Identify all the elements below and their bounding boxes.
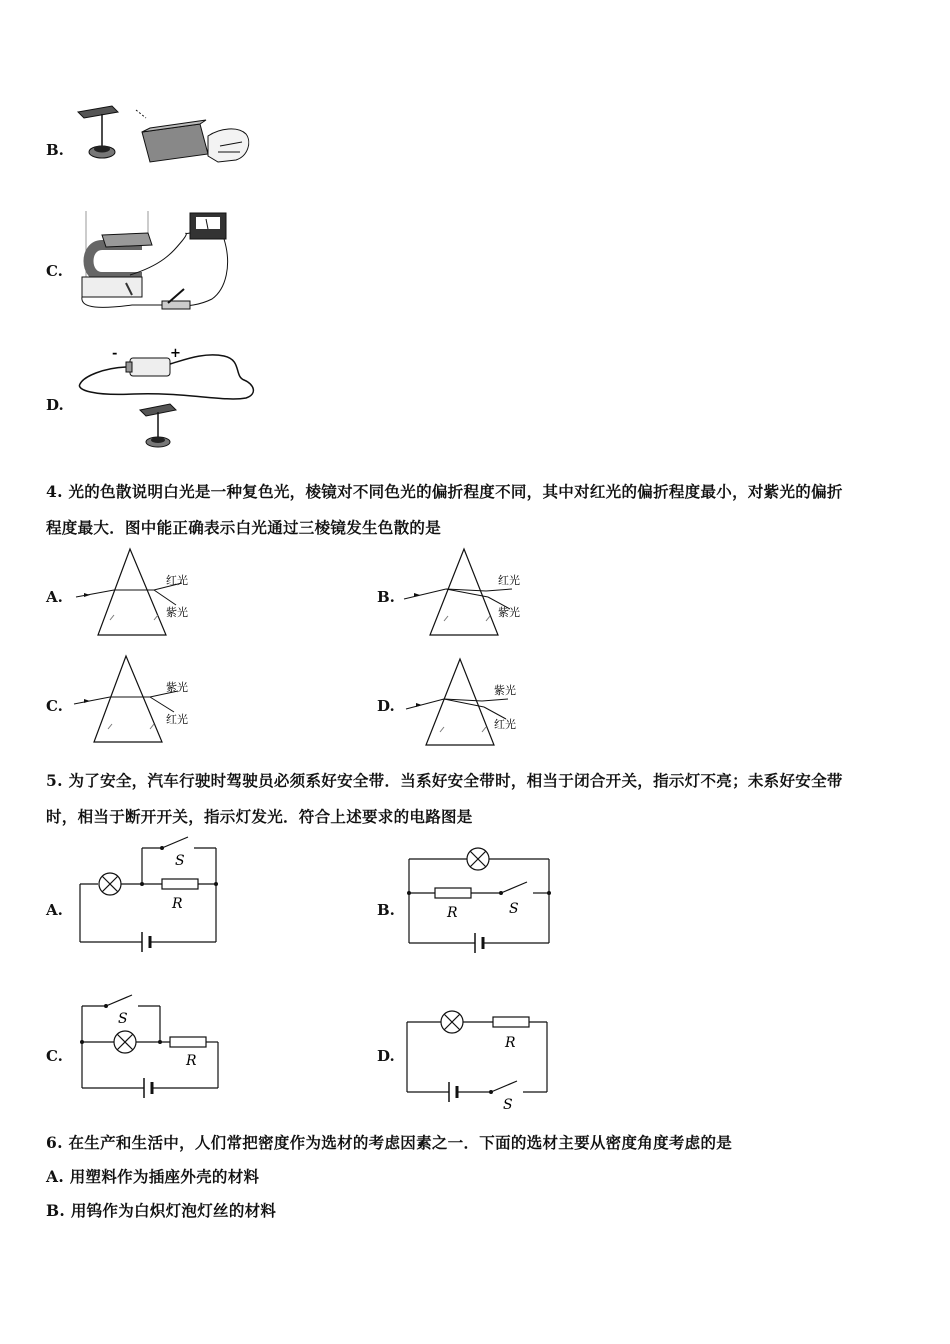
resistor-label: R [172,896,183,912]
resistor-label: R [447,905,458,921]
ray-label-top: 紫光 [494,684,516,697]
switch-icon [162,301,190,309]
question-5-line-1: 5. 为了安全，汽车行驶时驾驶员必须系好安全带．当系好安全带时，相当于闭合开关，指示灯不亮；未系好安全带 [46,771,843,790]
prism-diagram-c [70,652,210,747]
option-letter-q4-b: B. [377,588,395,606]
prism-diagram-a [70,545,210,640]
horseshoe-magnet-icon [89,245,143,277]
resistor-icon [170,1037,206,1047]
option-letter-q5-d: D. [377,1047,395,1065]
option-letter-q5-b: B. [377,901,395,919]
option-letter-q3-b: B. [46,141,64,159]
ray-label-bottom: 红光 [166,713,188,726]
question-4-line-1: 4. 光的色散说明白光是一种复色光，棱镜对不同色光的偏折程度不同，其中对红光的偏折程度最小，对紫光的偏折 [46,482,843,501]
question-6-text: 6. 在生产和生活中，人们常把密度作为选材的考虑因素之一．下面的选材主要从密度角度考虑的是 [46,1133,733,1152]
question-4-line-2: 程度最大．图中能正确表示白光通过三棱镜发生色散的是 [46,518,442,537]
question-5-line-2: 时，相当于断开开关，指示灯发光．符合上述要求的电路图是 [46,807,473,826]
circuit-diagram-a [76,832,226,962]
figure-electromagnetic-induction [72,205,262,320]
prism-icon [98,549,166,635]
ray-label-bottom: 紫光 [166,606,188,619]
ray-label-top: 红光 [498,574,520,587]
battery-plus-sign: + [170,346,181,361]
incident-ray [406,699,444,709]
option-letter-q5-a: A. [46,901,63,919]
option-letter-q4-a: A. [46,588,63,606]
figure-current-wire-and-needle [74,340,259,458]
prism-icon [94,656,162,742]
switch-label: S [509,901,519,917]
switch-label: S [118,1011,128,1027]
incident-ray [74,697,110,704]
incident-ray [76,590,114,597]
switch-icon [501,882,527,893]
option-letter-q5-c: C. [46,1047,63,1065]
ray-label-top: 紫光 [166,681,188,694]
resistor-icon [162,879,198,889]
battery-icon [130,358,170,376]
resistor-icon [435,888,471,898]
option-letter-q3-d: D. [46,396,64,414]
resistor-icon [493,1017,529,1027]
switch-icon [162,837,188,848]
switch-icon [106,995,132,1006]
option-letter-q3-c: C. [46,262,63,280]
circuit-diagram-d [403,1008,553,1113]
incident-ray [404,589,446,599]
option-letter-q4-d: D. [377,697,395,715]
ray-label-top: 红光 [166,574,188,587]
switch-label: S [503,1097,513,1113]
prism-diagram-b [400,545,540,640]
battery-minus-sign: - [112,346,118,361]
circuit-diagram-c [76,990,226,1110]
resistor-label: R [186,1053,197,1069]
ray-label-bottom: 红光 [494,718,516,731]
switch-icon [491,1081,517,1092]
circuit-diagram-b [405,845,555,960]
figure-magnetic-needle-and-magnet [70,100,260,180]
q6-option-a[interactable]: A. 用塑料作为插座外壳的材料 [46,1167,260,1186]
q6-option-b[interactable]: B. 用钨作为白炽灯泡灯丝的材料 [46,1201,277,1220]
ray-label-bottom: 紫光 [498,606,520,619]
hand-icon [208,129,249,162]
switch-label: S [175,853,185,869]
prism-diagram-d [400,655,540,750]
compass-needle-icon [78,106,118,118]
resistor-label: R [505,1035,516,1051]
option-letter-q4-c: C. [46,697,63,715]
